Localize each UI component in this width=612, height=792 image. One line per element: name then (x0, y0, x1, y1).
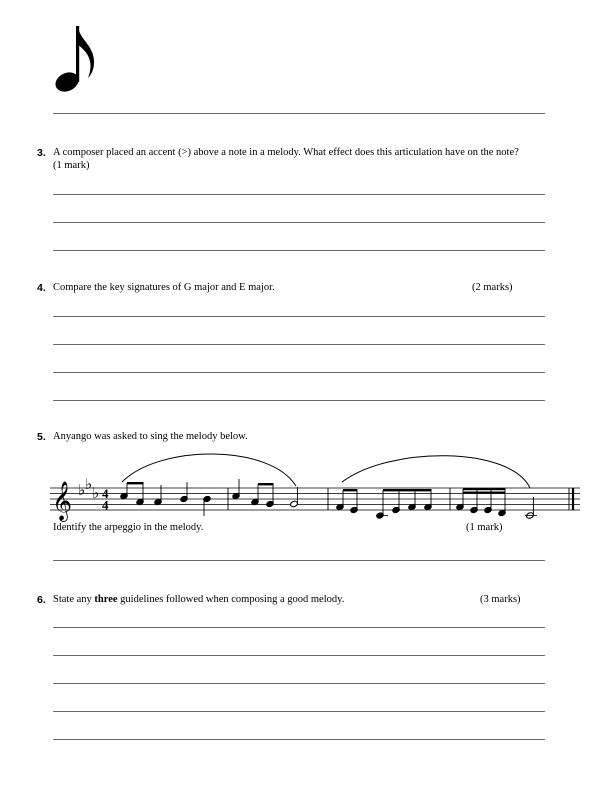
answer-line (53, 316, 545, 317)
answer-line (53, 113, 545, 114)
question-text: A composer placed an accent (>) above a note in a melody. What effect does this articulation have on the note? (53, 147, 519, 158)
question-marks: (2 marks) (472, 282, 513, 293)
answer-line (53, 400, 545, 401)
question-text (53, 594, 344, 605)
question-marks: (1 mark) (53, 160, 90, 171)
question-text: Anyango was asked to sing the melody below. (53, 431, 248, 442)
treble-clef-icon: 𝄞 (52, 483, 73, 520)
question-text-bold: three (94, 594, 118, 605)
question-text-end: guidelines followed when composing a good melody. (117, 594, 345, 605)
question-number: 5. (37, 431, 46, 443)
question-marks: (3 marks) (480, 594, 521, 605)
melody-score (50, 450, 586, 522)
svg-text:♭: ♭ (92, 486, 100, 502)
answer-line (53, 739, 545, 740)
svg-text:4: 4 (102, 486, 109, 501)
answer-line (53, 655, 545, 656)
svg-text:♭: ♭ (85, 477, 93, 493)
answer-line (53, 250, 545, 251)
answer-line (53, 344, 545, 345)
answer-line (53, 222, 545, 223)
eighth-note-icon (50, 20, 110, 100)
answer-line (53, 194, 545, 195)
answer-line (53, 683, 545, 684)
question-marks: (1 mark) (466, 522, 503, 533)
question-number: 3. (37, 147, 46, 159)
answer-line (53, 560, 545, 561)
svg-text:♭: ♭ (78, 483, 86, 499)
question-text-start: State any (53, 594, 95, 605)
answer-line (53, 627, 545, 628)
question-text: Compare the key signatures of G major and E major. (53, 282, 275, 293)
question-subtext: Identify the arpeggio in the melody. (53, 522, 204, 533)
question-number: 4. (37, 282, 46, 294)
question-number: 6. (37, 594, 46, 606)
answer-line (53, 711, 545, 712)
answer-line (53, 372, 545, 373)
svg-text:4: 4 (102, 497, 109, 513)
